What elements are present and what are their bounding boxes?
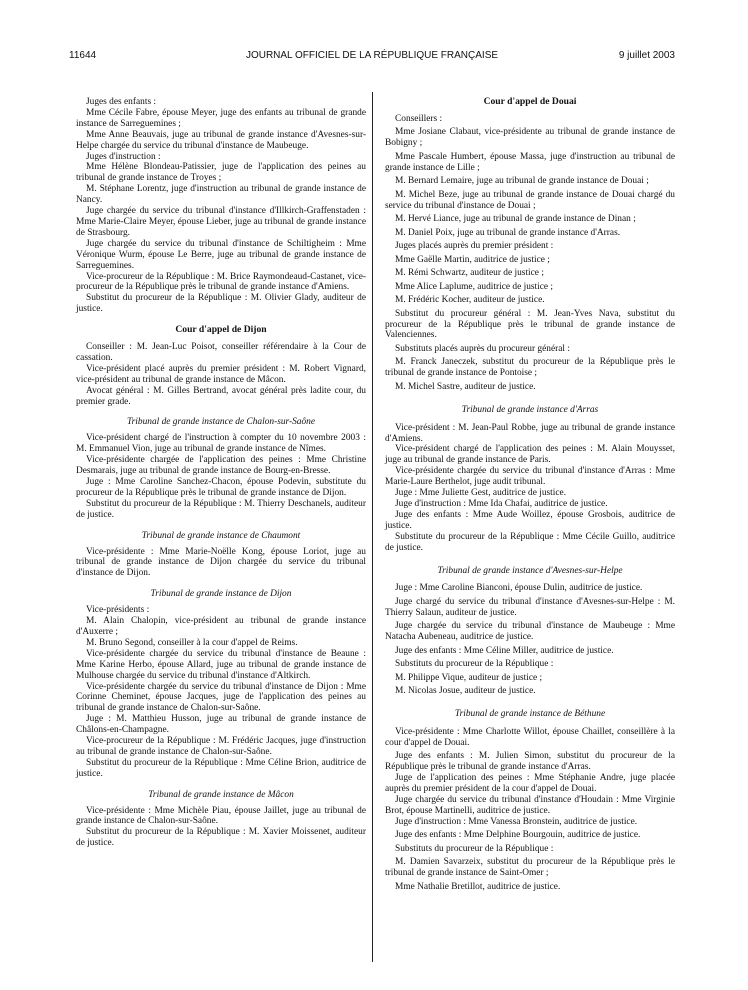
right-paragraph: M. Frédéric Kocher, auditeur de justice.	[395, 295, 545, 306]
right-court-heading: Cour d'appel de Douai	[483, 96, 577, 107]
right-paragraph: Vice-président : M. Jean-Paul Robbe, juge au tribunal de grande instance d'Amiens.	[385, 422, 675, 444]
left-court-heading: Cour d'appel de Dijon	[175, 324, 267, 336]
left-paragraph: Substitut du procureur de la République : Mme Céline Brion, auditrice de justice.	[76, 757, 366, 779]
left-paragraph: Vice-présidente chargée du service du tribunal d'instance de Beaune : Mme Karine Herbo, épouse Allard, juge au tribunal de grande instance de Mulhouse chargée du service du tribunal d'instance d'Altkirch.	[76, 648, 366, 681]
left-paragraph: Juges des enfants :	[86, 97, 157, 107]
right-paragraph: Juge d'instruction : Mme Ida Chafai, auditrice de justice.	[395, 499, 608, 509]
right-tribunal-heading: Tribunal de grande instance d'Avesnes-sur-Helpe	[437, 565, 623, 576]
left-paragraph: Mme Cécile Fabre, épouse Meyer, juge des enfants au tribunal de grande instance de Sarreguemines ;	[76, 107, 366, 129]
publication-date: 9 juillet 2003	[618, 50, 675, 61]
left-paragraph: Vice-procureur de la République : M. Brice Raymondeaud-Castanet, vice-procureur de la République près le tribunal de grande instance d'Amiens.	[76, 271, 366, 293]
right-paragraph: M. Bernard Lemaire, juge au tribunal de grande instance de Douai ;	[395, 176, 649, 187]
right-paragraph: Substituts placés auprès du procureur général :	[395, 343, 570, 354]
left-paragraph: Vice-procureur de la République : M. Frédéric Jacques, juge d'instruction au tribunal de grande instance de Chalon-sur-Saône.	[76, 736, 366, 757]
right-paragraph: Mme Pascale Humbert, épouse Massa, juge d'instruction au tribunal de grande instance de Lille ;	[385, 151, 675, 173]
right-column	[385, 97, 675, 895]
left-tribunal-heading: Tribunal de grande instance de Chalon-sur-Saône	[126, 417, 316, 428]
left-tribunal-heading: Tribunal de grande instance de Dijon	[150, 589, 292, 600]
right-paragraph: Juge chargé du service du tribunal d'instance d'Avesnes-sur-Helpe : M. Thierry Salaun, auditeur de justice.	[385, 596, 675, 618]
left-paragraph: Conseiller : M. Jean-Luc Poisot, conseiller référendaire à la Cour de cassation.	[76, 342, 366, 363]
right-paragraph: Vice-présidente chargée du service du tribunal d'instance d'Arras : Mme Marie-Laure Berthelot, juge audit tribunal.	[385, 466, 675, 488]
journal-title: JOURNAL OFFICIEL DE LA RÉPUBLIQUE FRANÇAISE	[245, 50, 499, 61]
right-paragraph: Substituts du procureur de la République :	[395, 659, 554, 670]
left-paragraph: Vice-président placé auprès du premier président : M. Robert Vignard, vice-président au tribunal de grande instance de Mâcon.	[76, 363, 366, 385]
right-paragraph: Substitut du procureur général : M. Jean-Yves Nava, substitut du procureur de la République près le tribunal de grande instance de Valenciennes.	[385, 308, 675, 341]
right-paragraph: Juge : Mme Juliette Gest, auditrice de justice.	[395, 488, 567, 499]
right-paragraph: M. Michel Beze, juge au tribunal de grande instance de Douai chargé du service du tribunal d'instance de Douai ;	[385, 189, 675, 211]
right-paragraph: Mme Gaëlle Martin, auditrice de justice ;	[395, 254, 550, 265]
right-paragraph: M. Rémi Schwartz, auditeur de justice ;	[395, 268, 544, 279]
page-header	[69, 50, 675, 64]
right-paragraph: Juge des enfants : Mme Aude Woillez, épouse Grosbois, auditrice de justice.	[385, 509, 675, 531]
left-paragraph: Substitut du procureur de la République : M. Olivier Glady, auditeur de justice.	[76, 293, 366, 315]
left-paragraph: Avocat général : M. Gilles Bertrand, avocat général près ladite cour, du premier grade.	[76, 385, 366, 407]
right-paragraph: Conseillers :	[395, 113, 443, 124]
left-paragraph: Vice-présidente : Mme Marie-Noëlle Kong, épouse Loriot, juge au tribunal de grande instance de Dijon chargée du service du tribunal d'instance de Dijon.	[76, 546, 366, 579]
right-paragraph: Mme Alice Laplume, auditrice de justice ;	[395, 281, 554, 292]
left-paragraph: M. Stéphane Lorentz, juge d'instruction au tribunal de grande instance de Nancy.	[76, 184, 366, 206]
right-tribunal-heading: Tribunal de grande instance de Béthune	[454, 709, 606, 720]
right-paragraph: Juges placés auprès du premier président :	[395, 241, 554, 252]
right-paragraph: Juge chargée du service du tribunal d'instance d'Houdain : Mme Virginie Brot, épouse Martinelli, auditrice de justice.	[385, 795, 675, 816]
left-paragraph: Juge : M. Matthieu Husson, juge au tribunal de grande instance de Châlons-en-Champagne.	[76, 714, 366, 736]
right-paragraph: Juge : Mme Caroline Bianconi, épouse Dulin, auditrice de justice.	[395, 583, 643, 594]
right-paragraph: M. Damien Savarzeix, substitut du procureur de la République près le tribunal de grande instance de Saint-Omer ;	[385, 857, 675, 879]
right-paragraph: Substitute du procureur de la République : Mme Cécile Guillo, auditrice de justice.	[385, 531, 675, 553]
left-paragraph: Substitut du procureur de la République : M. Xavier Moissenet, auditeur de justice.	[76, 827, 366, 849]
left-paragraph: Juge : Mme Caroline Sanchez-Chacon, épouse Podevin, substitute du procureur de la République près le tribunal de grande instance de Dijon.	[76, 477, 366, 498]
right-paragraph: M. Franck Janeczek, substitut du procureur de la République près le tribunal de grande instance de Pontoise ;	[385, 357, 675, 379]
right-paragraph: Juge d'instruction : Mme Vanessa Bronstein, auditrice de justice.	[395, 816, 638, 827]
left-paragraph: Substitut du procureur de la République : M. Thierry Deschanels, auditeur de justice.	[76, 498, 366, 520]
left-column	[76, 97, 366, 849]
right-paragraph: Juge des enfants : Mme Delphine Bourgouin, auditrice de justice.	[395, 830, 641, 841]
right-paragraph: Vice-présidente : Mme Charlotte Willot, épouse Chaillet, conseillère à la cour d'appel de Douai.	[385, 727, 675, 748]
right-paragraph: M. Philippe Vique, auditeur de justice ;	[395, 672, 543, 683]
right-paragraph: Juge chargée du service du tribunal d'instance de Maubeuge : Mme Natacha Aubeneau, auditrice de justice.	[385, 621, 675, 643]
right-paragraph: M. Daniel Poix, juge au tribunal de grande instance d'Arras.	[395, 227, 621, 238]
right-paragraph: Substituts du procureur de la République :	[395, 843, 554, 854]
left-tribunal-heading: Tribunal de grande instance de Mâcon	[148, 789, 294, 800]
left-paragraph: Vice-présidente : Mme Michèle Piau, épouse Jaillet, juge au tribunal de grande instance de Chalon-sur-Saône.	[76, 805, 366, 827]
right-paragraph: M. Michel Sastre, auditeur de justice.	[395, 381, 536, 392]
right-paragraph: Juge des enfants : M. Julien Simon, substitut du procureur de la République près le tribunal de grande instance d'Arras.	[385, 751, 675, 773]
right-paragraph: M. Nicolas Josue, auditeur de justice.	[395, 686, 536, 697]
left-paragraph: M. Alain Chalopin, vice-président au tribunal de grande instance d'Auxerre ;	[76, 616, 366, 637]
right-paragraph: Vice-président chargé de l'application des peines : M. Alain Mouysset, juge au tribunal de grande instance de Paris.	[385, 444, 675, 466]
left-paragraph: M. Bruno Segond, conseiller à la cour d'appel de Reims.	[86, 637, 298, 648]
left-paragraph: Vice-présidente chargée de l'application des peines : Mme Christine Desmarais, juge au tribunal de grande instance de Bourg-en-Bresse.	[76, 455, 366, 477]
left-paragraph: Vice-présidents :	[86, 605, 150, 616]
right-paragraph: Mme Josiane Clabaut, vice-présidente au tribunal de grande instance de Bobigny ;	[385, 127, 675, 149]
left-paragraph: Vice-président chargé de l'instruction à compter du 10 novembre 2003 : M. Emmanuel Vion, juge au tribunal de grande instance de Nîmes.	[76, 433, 366, 455]
column-divider	[372, 92, 373, 962]
right-paragraph: Juge de l'application des peines : Mme Stéphanie Andre, juge placée auprès du premier président de la cour d'appel de Douai.	[385, 773, 675, 795]
left-paragraph: Vice-présidente chargée du service du tribunal d'instance de Dijon : Mme Corinne Cheminet, épouse Jacques, juge de l'application des peines au tribunal de grande instance de Chalon-sur-Saône.	[76, 681, 366, 714]
right-paragraph: Juge des enfants : Mme Céline Miller, auditrice de justice.	[395, 645, 614, 656]
left-paragraph: Juges d'instruction :	[86, 151, 161, 162]
right-paragraph: M. Hervé Liance, juge au tribunal de grande instance de Dinan ;	[395, 214, 636, 225]
left-paragraph: Mme Hélène Blondeau-Patissier, juge de l'application des peines au tribunal de grande instance de Troyes ;	[76, 162, 366, 184]
left-paragraph: Juge chargée du service du tribunal d'instance d'Illkirch-Graffenstaden : Mme Marie-Claire Meyer, épouse Lieber, juge au tribunal de grande instance de Strasbourg.	[76, 206, 366, 238]
left-paragraph: Mme Anne Beauvais, juge au tribunal de grande instance d'Avesnes-sur-Helpe chargée du service du tribunal d'instance de Maubeuge.	[76, 129, 366, 151]
right-paragraph: Mme Nathalie Bretillot, auditrice de justice.	[395, 881, 561, 892]
page-number: 11644	[69, 50, 97, 61]
left-paragraph: Juge chargée du service du tribunal d'instance de Schiltigheim : Mme Véronique Wurm, épouse Le Berre, juge au tribunal de grande instance de Sarreguemines.	[76, 238, 366, 271]
right-tribunal-heading: Tribunal de grande instance d'Arras	[461, 404, 599, 415]
left-tribunal-heading: Tribunal de grande instance de Chaumont	[141, 530, 301, 541]
